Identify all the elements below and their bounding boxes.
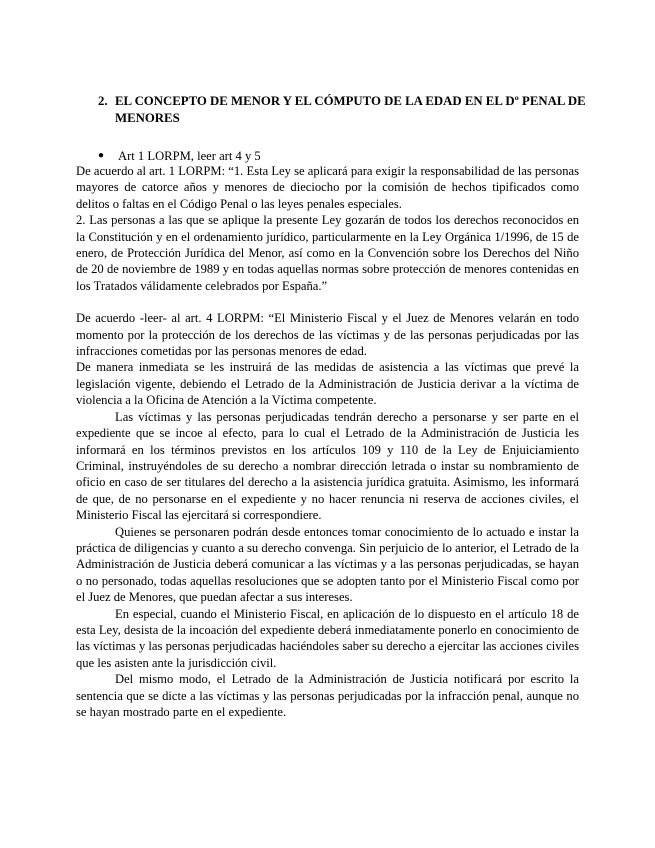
paragraph-notificacion: Del mismo modo, el Letrado de la Administración de Justicia notificará por escrito la sentencia que se dicte a las víctimas y las personas perjudicadas por la infracción penal, aunque no se hayan mostrado parte en el expediente. [76, 672, 579, 719]
paragraph-art1-2: 2. Las personas a las que se aplique la presente Ley gozarán de todos los derechos reconocidos en la Constitución y en el ordenamiento jurídico, particularmente en la Ley Orgánica 1/1996, de 15 de enero, de Protección Jurídica del Menor, así como en la Convención sobre los Derechos del Niño de 20 de noviembre de 1989 y en todas aquellas normas sobre protección de menores contenidas en los Tratados válidamente celebrados por España.” [76, 213, 579, 293]
section-heading [98, 93, 598, 127]
bullet-icon: ● [98, 150, 105, 161]
paragraph-gap [76, 294, 579, 310]
section-title: EL CONCEPTO DE MENOR Y EL CÓMPUTO DE LA EDAD EN EL Dº PENAL DE MENORES [115, 94, 586, 125]
bullet-item [98, 148, 598, 164]
paragraph-personados: Quienes se personaren podrán desde entonces tomar conocimiento de lo actuado e instar la práctica de diligencias y cuanto a su derecho convenga. Sin perjuicio de lo anterior, el Letrado de la Administración de Justicia deberá comunicar a las víctimas y a las personas perjudicadas, se hayan o no personado, todas aquellas resoluciones que se adopten tanto por el Ministerio Fiscal como por el Juez de Menores, que puedan afectar a sus intereses. [76, 524, 579, 605]
bullet-text: Art 1 LORPM, leer art 4 y 5 [118, 149, 261, 163]
paragraph-victimas: Las víctimas y las personas perjudicadas tendrán derecho a personarse y ser parte en el expediente que se incoe al efecto, para lo cual el Letrado de la Administración de Justicia les informará en los términos previstos en los artículos 109 y 110 de la Ley de Enjuiciamiento Criminal, instruyéndoles de su derecho a nombrar dirección letrada o instar su nombramiento de oficio en caso de ser titulares del derecho a la asistencia jurídica gratuita. Asimismo, les informará de que, de no personarse en el expediente y no hacer renuncia ni reserva de acciones civiles, el Ministerio Fiscal las ejercitará si correspondiere. [76, 409, 579, 523]
document-body [76, 163, 579, 720]
paragraph-art1: De acuerdo al art. 1 LORPM: “1. Esta Ley se aplicará para exigir la responsabilidad de las personas mayores de catorce años y menores de dieciocho por la comisión de hechos tipificados como delitos o faltas en el Código Penal o las leyes penales especiales. [76, 164, 579, 211]
paragraph-art4: De acuerdo -leer- al art. 4 LORPM: “El Ministerio Fiscal y el Juez de Menores velarán en todo momento por la protección de los derechos de las víctimas y de las personas perjudicadas por las infracciones cometidas por las personas menores de edad. [76, 311, 579, 359]
paragraph-especial: En especial, cuando el Ministerio Fiscal, en aplicación de lo dispuesto en el artículo 18 de esta Ley, desista de la incoación del expediente deberá inmediatamente ponerlo en conocimiento de las víctimas y las personas perjudicadas haciéndoles saber su derecho a ejercitar las acciones civiles que les asisten ante la jurisdicción civil. [76, 606, 579, 670]
section-number: 2. [98, 94, 108, 108]
paragraph-asistencia: De manera inmediata se les instruirá de las medidas de asistencia a las víctimas que prevé la legislación vigente, debiendo el Letrado de la Administración de Justicia derivar a la víctima de violencia a la Oficina de Atención a la Víctima competente. [76, 360, 579, 408]
